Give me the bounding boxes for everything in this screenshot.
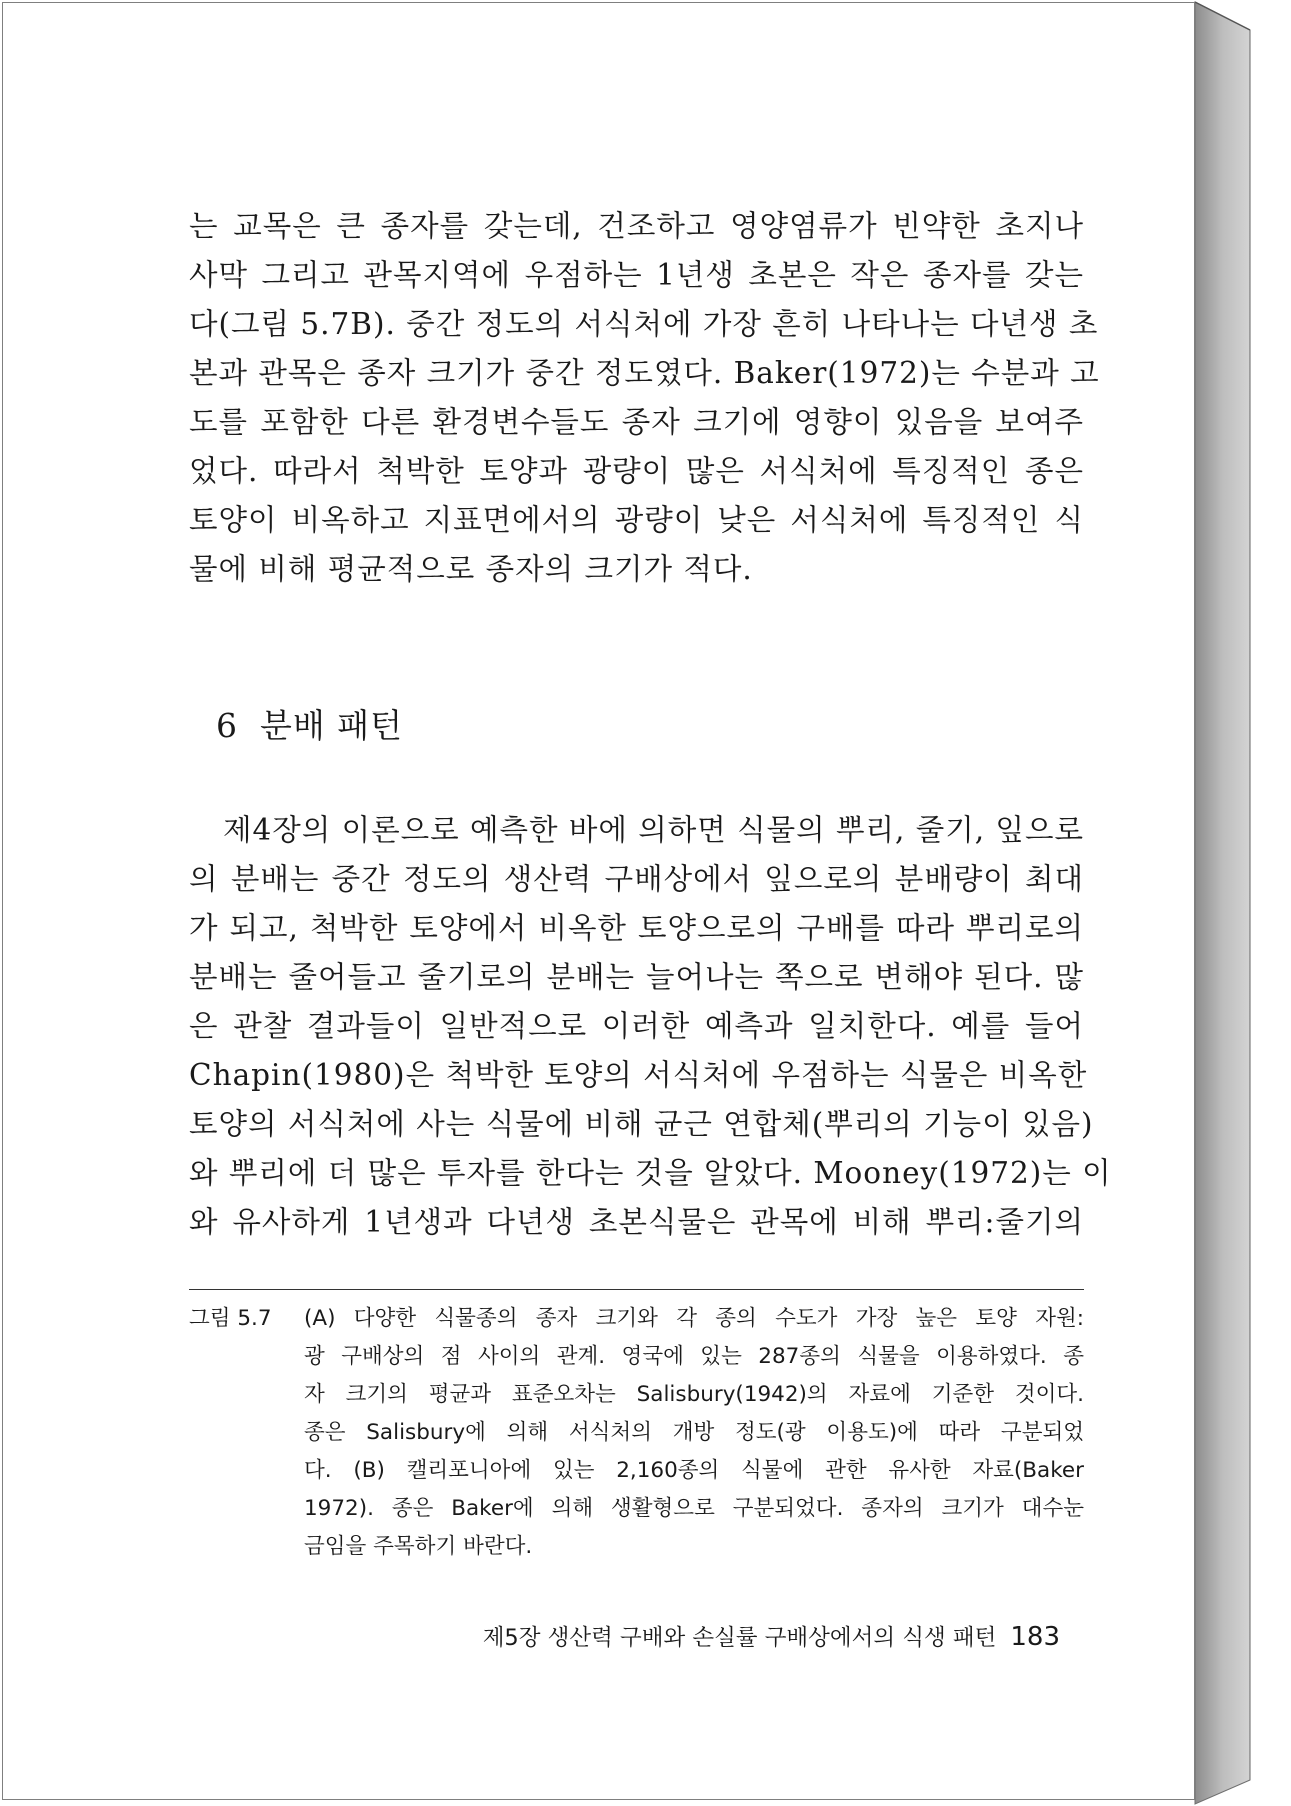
caption-line: 다. (B) 캘리포니아에 있는 2,160종의 식물에 관한 유사한 자료(Baker <box>304 1458 1084 1483</box>
text-line: 다(그림 5.7B). 중간 정도의 서식처에 가장 흔히 나타나는 다년생 초 <box>189 307 1099 341</box>
text-line: 도를 포함한 다른 환경변수들도 종자 크기에 영향이 있음을 보여주 <box>189 405 1084 439</box>
caption-line: 종은 Salisbury에 의해 서식처의 개방 정도(광 이용도)에 따라 구분되었 <box>304 1420 1084 1445</box>
caption-line: 자 크기의 평균과 표준오차는 Salisbury(1942)의 자료에 기준한 것이다. <box>304 1382 1084 1407</box>
text-line: Chapin(1980)은 척박한 토양의 서식처에 우점하는 식물은 비옥한 <box>189 1058 1088 1092</box>
figure-label: 그림 5.7 <box>189 1306 272 1331</box>
caption-line: 광 구배상의 점 사이의 관계. 영국에 있는 287종의 식물을 이용하였다. 종 <box>304 1344 1084 1369</box>
paragraph-2 <box>189 806 1112 1247</box>
text-line: 와 유사하게 1년생과 다년생 초본식물은 관목에 비해 뿌리:줄기의 <box>189 1205 1084 1239</box>
text-line: 분배는 줄어들고 줄기로의 분배는 늘어나는 쪽으로 변해야 된다. 많 <box>189 960 1084 994</box>
text-line: 은 관찰 결과들이 일반적으로 이러한 예측과 일치한다. 예를 들어 <box>189 1009 1084 1043</box>
text-line: 는 교목은 큰 종자를 갖는데, 건조하고 영양염류가 빈약한 초지나 <box>189 209 1084 243</box>
caption-line: 1972). 종은 Baker에 의해 생활형으로 구분되었다. 종자의 크기가 대수눈 <box>304 1496 1084 1521</box>
text-line: 제4장의 이론으로 예측한 바에 의하면 식물의 뿌리, 줄기, 잎으로 <box>223 813 1084 847</box>
chapter-title: 제5장 생산력 구배와 손실률 구배상에서의 식생 패턴 <box>482 1625 997 1651</box>
text-line: 토양이 비옥하고 지표면에서의 광량이 낮은 서식처에 특징적인 식 <box>189 503 1084 537</box>
text-line: 가 되고, 척박한 토양에서 비옥한 토양으로의 구배를 따라 뿌리로의 <box>189 911 1084 945</box>
page-number: 183 <box>1010 1622 1060 1652</box>
section-number: 6 <box>216 706 238 745</box>
text-line: 었다. 따라서 척박한 토양과 광량이 많은 서식처에 특징적인 종은 <box>189 454 1084 488</box>
text-line: 와 뿌리에 더 많은 투자를 한다는 것을 알았다. Mooney(1972)는 이 <box>189 1156 1112 1190</box>
paragraph-1 <box>189 202 1100 594</box>
caption-line: (A) 다양한 식물종의 종자 크기와 각 종의 수도가 가장 높은 토양 자원: <box>304 1306 1084 1331</box>
caption-line: 금임을 주목하기 바란다. <box>304 1534 533 1559</box>
running-footer <box>400 1620 1060 1660</box>
text-line: 물에 비해 평균적으로 종자의 크기가 적다. <box>189 552 753 586</box>
text-line: 토양의 서식처에 사는 식물에 비해 균근 연합체(뿌리의 기능이 있음) <box>189 1107 1094 1141</box>
text-line: 본과 관목은 종자 크기가 중간 정도였다. Baker(1972)는 수분과 고 <box>189 356 1100 390</box>
text-line: 의 분배는 중간 정도의 생산력 구배상에서 잎으로의 분배량이 최대 <box>189 862 1084 896</box>
text-line: 사막 그리고 관목지역에 우점하는 1년생 초본은 작은 종자를 갖는 <box>189 258 1084 292</box>
caption-text <box>304 1300 1084 1566</box>
caption-divider <box>189 1289 1084 1290</box>
section-title: 분배 패턴 <box>260 706 404 745</box>
section-heading <box>216 700 403 747</box>
